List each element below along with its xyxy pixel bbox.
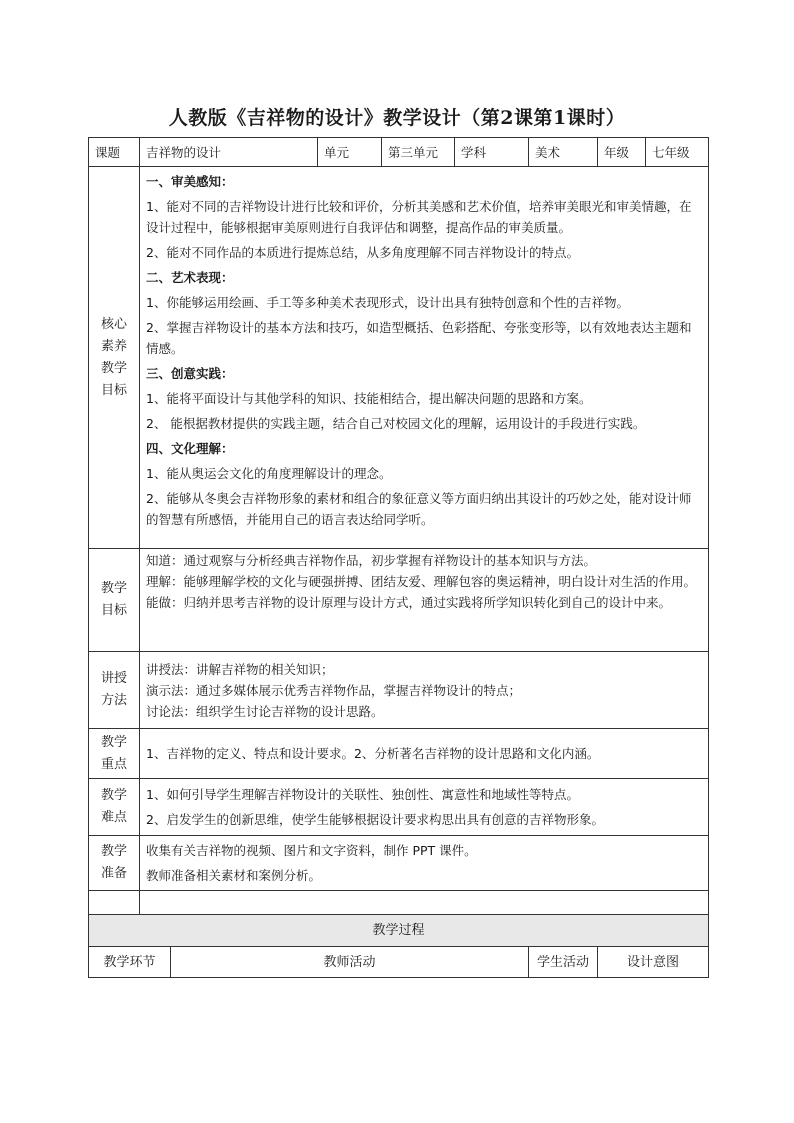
- teaching-goals-label: 教学 目标: [89, 549, 140, 652]
- section-heading: 四、文化理解：: [146, 441, 234, 456]
- teaching-methods-label: 讲授 方法: [89, 652, 140, 729]
- core-literacy-content: [140, 167, 709, 549]
- key-points-content: 1、吉祥物的定义、特点和设计要求。2、分析著名吉祥物的设计思路和文化内涵。: [140, 729, 709, 779]
- paragraph: 1、能对不同的吉祥物设计进行比较和评价，分析其美感和艺术价值，培养审美眼光和审美情趣，在设计过程中，能够根据审美原则进行自我评估和调整，提高作品的审美质量。: [146, 199, 692, 235]
- col-intent: 设计意图: [598, 947, 709, 978]
- key-points-label: 教学 重点: [89, 729, 140, 779]
- difficulties-content: [140, 779, 709, 836]
- process-title: 教学过程: [89, 915, 709, 947]
- paragraph: 讨论法：组织学生讨论吉祥物的设计思路。: [146, 703, 384, 719]
- page-title: 人教版《吉祥物的设计》教学设计（第2课第1课时）: [168, 107, 626, 129]
- paragraph: 2、能够从冬奥会吉祥物形象的素材和组合的象征意义等方面归纳出其设计的巧妙之处，能对设计师的智慧有所感悟，并能用自己的语言表达给同学听。: [146, 491, 692, 527]
- col-student: 学生活动: [529, 947, 598, 978]
- empty-cell: [89, 891, 140, 915]
- core-literacy-label: 核心 素养 教学 目标: [89, 167, 140, 549]
- lesson-plan-table: [88, 137, 709, 978]
- preparation-row: [89, 836, 709, 891]
- paragraph: 1、如何引导学生理解吉祥物设计的关联性、独创性、寓意性和地域性等特点。: [146, 787, 579, 802]
- teaching-methods-content: [140, 652, 709, 729]
- difficulties-label: 教学 难点: [89, 779, 140, 836]
- unit-label: 单元: [318, 138, 382, 167]
- process-title-row: [89, 915, 709, 947]
- paragraph: 理解：能够理解学校的文化与硬强拼搏、团结友爱、理解包容的奥运精神，明白设计对生活的作用。: [146, 574, 697, 589]
- process-header-row: [89, 947, 709, 978]
- info-row: [89, 138, 709, 167]
- teaching-goals-row: [89, 549, 709, 652]
- empty-row: [89, 891, 709, 915]
- topic-label: 课题: [89, 138, 140, 167]
- paragraph: 教师准备相关素材和案例分析。: [146, 868, 322, 883]
- col-stage: 教学环节: [89, 947, 171, 978]
- core-literacy-row: [89, 167, 709, 549]
- paragraph: 2、 能根据教材提供的实践主题，结合自己对校园文化的理解，运用设计的手段进行实践。: [146, 416, 646, 431]
- paragraph: 能做：归纳并思考吉祥物的设计原理与设计方式，通过实践将所学知识转化到自己的设计中来。: [146, 595, 672, 610]
- preparation-label: 教学 准备: [89, 836, 140, 891]
- grade-label: 年级: [598, 138, 646, 167]
- paragraph: 2、能对不同作品的本质进行提炼总结，从多角度理解不同吉祥物设计的特点。: [146, 245, 579, 260]
- key-points-row: [89, 729, 709, 779]
- paragraph: 收集有关吉祥物的视频、图片和文字资料，制作 PPT 课件。: [146, 843, 477, 858]
- subject-value: 美术: [529, 138, 598, 167]
- unit-value: 第三单元: [382, 138, 455, 167]
- teaching-methods-row: [89, 652, 709, 729]
- preparation-content: [140, 836, 709, 891]
- paragraph: 讲授法：讲解吉祥物的相关知识；: [146, 661, 334, 677]
- paragraph: 1、能从奥运会文化的角度理解设计的理念。: [146, 466, 392, 481]
- paragraph: 1、能将平面设计与其他学科的知识、技能相结合，提出解决问题的思路和方案。: [146, 391, 592, 406]
- section-heading: 二、艺术表现：: [146, 270, 234, 285]
- paragraph: 2、启发学生的创新思维，使学生能够根据设计要求构思出具有创意的吉祥物形象。: [146, 812, 604, 827]
- paragraph: 2、掌握吉祥物设计的基本方法和技巧，如造型概括、色彩搭配、夸张变形等，以有效地表达主题和情感。: [146, 320, 692, 356]
- grade-value: 七年级: [646, 138, 709, 167]
- subject-label: 学科: [455, 138, 529, 167]
- empty-cell: [140, 891, 709, 915]
- difficulties-row: [89, 779, 709, 836]
- paragraph: 知道：通过观察与分析经典吉祥物作品，初步掌握有祥物设计的基本知识与方法。: [146, 553, 597, 568]
- section-heading: 三、创意实践：: [146, 366, 234, 381]
- paragraph: 演示法：通过多媒体展示优秀吉祥物作品，掌握吉祥物设计的特点；: [146, 682, 522, 698]
- paragraph: 1、你能够运用绘画、手工等多种美术表现形式，设计出具有独特创意和个性的吉祥物。: [146, 295, 629, 310]
- col-teacher: 教师活动: [171, 947, 529, 978]
- teaching-goals-content: [140, 549, 709, 652]
- topic-value: 吉祥物的设计: [140, 138, 318, 167]
- section-heading: 一、审美感知：: [146, 174, 234, 189]
